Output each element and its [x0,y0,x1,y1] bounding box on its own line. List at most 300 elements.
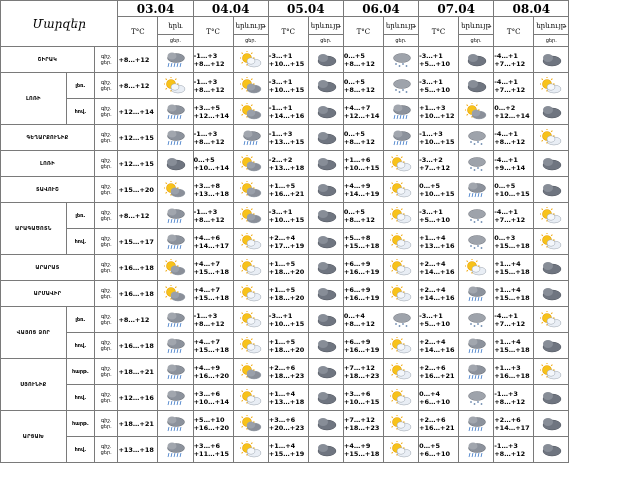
temperature-cell [419,73,459,99]
temperature-value: +15…+18 [494,345,530,354]
temperature-value: +10…+15 [268,59,305,68]
temperature-cell [419,229,459,255]
temperature-value: +14…+19 [343,189,380,198]
sunc-weather-icon [459,103,493,121]
temperature-value: +1…+5 [268,285,296,294]
sun-weather-icon [234,311,268,329]
time-label: գիշ. ցեր. [94,203,118,229]
temperature-cell [118,437,158,463]
weather-cell [534,203,569,229]
weather-cell [458,125,493,151]
sun-weather-icon [234,51,268,69]
cloud-weather-icon [309,77,343,95]
temperature-cell [494,333,534,359]
temperature-cell [494,99,534,125]
temperature-value: -1…+3 [494,441,518,450]
temperature-value: -3…+1 [419,311,443,320]
temperature-value: +5…+10 [193,415,225,424]
temperature-value: +16…+19 [343,345,380,354]
temperature-value: +16…+18 [494,371,530,380]
temperature-value: +1…+3 [419,103,446,112]
region-name: ԱՐՄԱՎԻՐ [1,281,95,307]
weather-cell [158,359,193,385]
temperature-value: -1…+1 [268,103,293,112]
precip-sub: ցեր. [458,35,493,47]
weather-cell [383,125,418,151]
temperature-cell [268,99,308,125]
weather-cell [383,99,418,125]
temperature-value: 0…+4 [419,389,441,398]
weather-cell [458,359,493,385]
rain-weather-icon [384,129,418,147]
sun-weather-icon [234,233,268,251]
temperature-value: +13…+18 [268,163,305,172]
cloud-weather-icon [309,337,343,355]
weather-cell [158,203,193,229]
sub-label: հարթ. [66,359,94,385]
cloud-weather-icon [309,363,343,381]
rain-weather-icon [158,51,192,69]
time-label: գիշ. ցեր. [94,307,118,333]
table-row [1,125,640,151]
sun-weather-icon [384,441,418,459]
rain-weather-icon [459,337,493,355]
rain-weather-icon [158,337,192,355]
sub-label: լեռ. [66,307,94,333]
precip-sub: ցեր. [233,35,268,47]
time-label: գիշ. ցեր. [94,177,118,203]
date-header-4: 07.04 [419,1,494,17]
sun-weather-icon [534,311,568,329]
cloud-weather-icon [534,259,568,277]
temp-header: T°C [419,17,459,47]
weather-cell [233,333,268,359]
temperature-value: -1…+3 [494,389,518,398]
precip-sub: ցեր. [383,35,418,47]
cloud-weather-icon [309,233,343,251]
temperature-value: +18…+21 [118,419,154,428]
temperature-cell [268,125,308,151]
temperature-cell [268,385,308,411]
sun-weather-icon [234,285,268,303]
temperature-cell [343,125,383,151]
weather-cell [233,281,268,307]
temperature-cell [343,229,383,255]
weather-cell [308,229,343,255]
snow-weather-icon [459,311,493,329]
precip-sub: ցեր. [308,35,343,47]
temperature-value: +5…+10 [419,319,451,328]
weather-cell [458,203,493,229]
temperature-value: +5…+10 [419,215,451,224]
weather-cell [158,125,193,151]
temperature-value: +18…+23 [343,423,380,432]
temperature-value: +18…+23 [268,371,305,380]
weather-cell [233,411,268,437]
temperature-cell [268,411,308,437]
sub-label: հով. [66,437,94,463]
temperature-cell [343,333,383,359]
temperature-cell [494,255,534,281]
temperature-cell [419,385,459,411]
temperature-value: +1…+4 [494,285,521,294]
region-name: ԱՐԱՐԱՏ [1,255,95,281]
cloud-weather-icon [309,259,343,277]
temperature-value: -1…+3 [193,77,218,86]
weather-cell [308,177,343,203]
rain-weather-icon [158,103,192,121]
rain-weather-icon [459,285,493,303]
temperature-cell [494,229,534,255]
weather-cell [233,73,268,99]
temperature-value: +12…+15 [118,133,154,142]
temperature-cell [343,385,383,411]
temp-header: T°C [118,17,158,47]
weather-cell [308,99,343,125]
table-row [1,281,640,307]
temperature-value: +8…+12 [118,81,150,90]
temperature-value: +3…+6 [343,389,371,398]
date-header-1: 04.04 [193,1,268,17]
sunc-weather-icon [234,363,268,381]
temperature-value: +8…+12 [118,55,150,64]
temperature-cell [118,151,158,177]
temperature-value: 0…+4 [343,311,365,320]
sun-weather-icon [234,259,268,277]
temperature-cell [419,437,459,463]
temperature-value: +15…+17 [118,237,154,246]
temperature-value: +2…+6 [494,415,521,424]
temperature-value: +8…+12 [343,215,375,224]
temperature-cell [494,177,534,203]
weather-cell [158,281,193,307]
table-row [1,177,640,203]
snow-weather-icon [384,51,418,69]
temperature-cell [193,333,233,359]
temperature-value: +13…+18 [193,189,230,198]
temperature-value: +7…+12 [343,363,375,372]
sun-weather-icon [384,207,418,225]
date-header-0: 03.04 [118,1,193,17]
weather-cell [158,307,193,333]
table-row [1,203,640,229]
rain-weather-icon [459,181,493,199]
weather-cell [158,255,193,281]
time-label: գիշ. ցեր. [94,359,118,385]
temperature-value: -3…+1 [419,207,443,216]
region-name: ԱՐՑԱԽ [1,411,67,463]
temperature-cell [494,359,534,385]
temperature-cell [193,151,233,177]
sub-label: հարթ. [66,411,94,437]
cloud-weather-icon [534,337,568,355]
temperature-cell [193,359,233,385]
weather-cell [534,359,569,385]
temperature-cell [419,359,459,385]
temperature-cell [419,177,459,203]
weather-cell [158,47,193,73]
weather-cell [458,255,493,281]
rain-weather-icon [158,389,192,407]
temperature-value: +6…+10 [419,397,451,406]
sun-weather-icon [384,259,418,277]
snow-weather-icon [459,389,493,407]
weather-cell [458,281,493,307]
temperature-value: +8…+12 [494,449,526,458]
table-row [1,73,640,99]
sun-weather-icon [534,363,568,381]
rain-weather-icon [158,415,192,433]
temperature-value: +15…+20 [118,185,154,194]
table-row [1,333,640,359]
temperature-value: +8…+12 [343,85,375,94]
temperature-cell [118,229,158,255]
weather-cell [383,203,418,229]
temperature-cell [193,411,233,437]
sunc-weather-icon [234,415,268,433]
sub-label: հով. [66,333,94,359]
temperature-value: +17…+19 [268,241,305,250]
temperature-cell [193,255,233,281]
temperature-value: 0…+5 [419,441,441,450]
sun-weather-icon [534,129,568,147]
temperature-value: +18…+20 [268,267,305,276]
sun-weather-icon [234,389,268,407]
temperature-cell [118,99,158,125]
temperature-cell [268,73,308,99]
temperature-value: +5…+10 [419,85,451,94]
temperature-cell [494,73,534,99]
time-label: գիշ. ցեր. [94,333,118,359]
temperature-value: -4…+1 [494,77,518,86]
temperature-cell [494,385,534,411]
temperature-cell [419,281,459,307]
sun-weather-icon [384,155,418,173]
time-label: գիշ. ցեր. [94,255,118,281]
temperature-value: +12…+14 [118,107,154,116]
weather-cell [158,411,193,437]
cloud-weather-icon [534,103,568,121]
temperature-value: +8…+12 [494,137,526,146]
temperature-value: -4…+1 [494,207,518,216]
sun-weather-icon [234,441,268,459]
sunc-weather-icon [234,77,268,95]
temperature-value: +10…+15 [343,163,380,172]
weather-cell [308,255,343,281]
temperature-value: +18…+20 [268,345,305,354]
sun-weather-icon [384,415,418,433]
cloud-weather-icon [309,311,343,329]
temperature-cell [268,359,308,385]
temperature-value: +16…+18 [118,263,154,272]
temperature-cell [343,281,383,307]
table-row [1,47,640,73]
temperature-value: -1…+3 [268,129,293,138]
rain-weather-icon [158,311,192,329]
weather-cell [158,73,193,99]
temperature-value: +10…+15 [268,319,305,328]
snow-weather-icon [459,233,493,251]
sub-label: հով. [66,99,94,125]
temperature-cell [419,47,459,73]
temperature-value: +10…+12 [419,111,455,120]
temperature-value: +8…+12 [118,315,150,324]
weather-cell [233,203,268,229]
temp-header: T°C [193,17,233,47]
temperature-cell [268,333,308,359]
weather-cell [383,307,418,333]
temperature-cell [343,203,383,229]
weather-cell [308,385,343,411]
sunc-weather-icon [158,181,192,199]
region-name: ԼՈՌԻ [1,73,67,125]
time-label: գիշ. ցեր. [94,125,118,151]
region-name: ՏԱՎՈՒՇ [1,177,95,203]
sunc-weather-icon [234,207,268,225]
temperature-value: +5…+10 [419,59,451,68]
temperature-value: +1…+4 [419,233,446,242]
sunc-weather-icon [158,285,192,303]
temperature-value: 0…+5 [494,181,516,190]
temperature-cell [494,411,534,437]
temperature-value: 0…+5 [419,181,441,190]
temperature-value: +15…+18 [494,293,530,302]
temperature-cell [343,99,383,125]
table-row [1,307,640,333]
sunc-weather-icon [234,155,268,173]
temperature-cell [193,177,233,203]
date-header-3: 06.04 [343,1,418,17]
weather-cell [383,177,418,203]
temperature-cell [419,125,459,151]
cloud-weather-icon [309,285,343,303]
temperature-cell [193,47,233,73]
sun-weather-icon [384,337,418,355]
temperature-value: +14…+16 [419,267,455,276]
snow-weather-icon [384,311,418,329]
sun-weather-icon [158,77,192,95]
temperature-cell [118,411,158,437]
temperature-value: +1…+6 [343,155,371,164]
temperature-cell [193,385,233,411]
temperature-value: +8…+12 [494,397,526,406]
temperature-value: +7…+12 [494,85,526,94]
temperature-value: +3…+5 [193,103,221,112]
temperature-cell [118,203,158,229]
temperature-value: +15…+18 [193,293,230,302]
cloud-weather-icon [534,181,568,199]
temperature-value: +4…+9 [193,363,221,372]
time-label: գիշ. ցեր. [94,99,118,125]
temperature-value: +10…+15 [268,215,305,224]
weather-cell [534,99,569,125]
temperature-cell [268,151,308,177]
temperature-value: +9…+14 [494,163,526,172]
region-name: ԳԵՂԱՐՔՈՒՆԻՔ [1,125,95,151]
weather-cell [534,177,569,203]
temperature-cell [118,125,158,151]
temperature-value: +10…+15 [343,397,380,406]
temperature-value: +3…+8 [193,181,221,190]
cloud-weather-icon [534,415,568,433]
temperature-value: +14…+16 [419,293,455,302]
temperature-value: +4…+9 [343,181,371,190]
weather-cell [308,125,343,151]
temperature-value: +12…+14 [193,111,230,120]
sun-weather-icon [534,77,568,95]
table-row [1,255,640,281]
weather-cell [233,151,268,177]
rain-weather-icon [158,233,192,251]
temperature-value: +16…+18 [118,289,154,298]
table-row [1,99,640,125]
time-label: գիշ. ցեր. [94,73,118,99]
temperature-cell [419,99,459,125]
temperature-cell [193,73,233,99]
temperature-cell [419,411,459,437]
temperature-value: -2…+2 [268,155,293,164]
rain-weather-icon [459,363,493,381]
sun-weather-icon [534,233,568,251]
temperature-cell [494,437,534,463]
weather-cell [233,47,268,73]
weather-cell [308,203,343,229]
weather-cell [158,333,193,359]
temperature-cell [419,307,459,333]
temperature-value: 0…+5 [343,129,365,138]
weather-cell [233,99,268,125]
temperature-value: +12…+16 [118,393,154,402]
cloud-weather-icon [534,285,568,303]
temperature-value: +16…+19 [343,293,380,302]
cloud-weather-icon [309,51,343,69]
weather-cell [458,437,493,463]
sun-weather-icon [384,181,418,199]
precip-header: երևույթ [383,17,418,35]
temperature-cell [268,229,308,255]
weather-cell [383,229,418,255]
temperature-value: +7…+12 [494,319,526,328]
cloud-weather-icon [309,181,343,199]
temperature-value: +2…+6 [268,363,296,372]
temperature-value: +10…+15 [419,189,455,198]
precip-sub: ցեր. [534,35,569,47]
weather-cell [308,47,343,73]
temperature-value: -1…+3 [193,207,218,216]
temperature-value: -1…+3 [419,129,443,138]
temperature-value: +5…+8 [343,233,371,242]
temperature-value: +10…+15 [419,137,455,146]
cloud-weather-icon [309,415,343,433]
date-header-2: 05.04 [268,1,343,17]
weather-cell [534,437,569,463]
weather-cell [308,307,343,333]
temperature-value: +4…+7 [193,337,221,346]
weather-cell [534,125,569,151]
temperature-value: +2…+4 [268,233,296,242]
temperature-value: +15…+18 [343,241,380,250]
temperature-value: +6…+9 [343,259,371,268]
temperature-value: +16…+21 [419,423,455,432]
sun-weather-icon [384,363,418,381]
temperature-value: +13…+18 [268,397,305,406]
temperature-cell [268,177,308,203]
temperature-value: +8…+12 [118,211,150,220]
weather-cell [308,359,343,385]
temperature-value: +8…+12 [343,59,375,68]
cloud-weather-icon [534,155,568,173]
temperature-cell [118,177,158,203]
